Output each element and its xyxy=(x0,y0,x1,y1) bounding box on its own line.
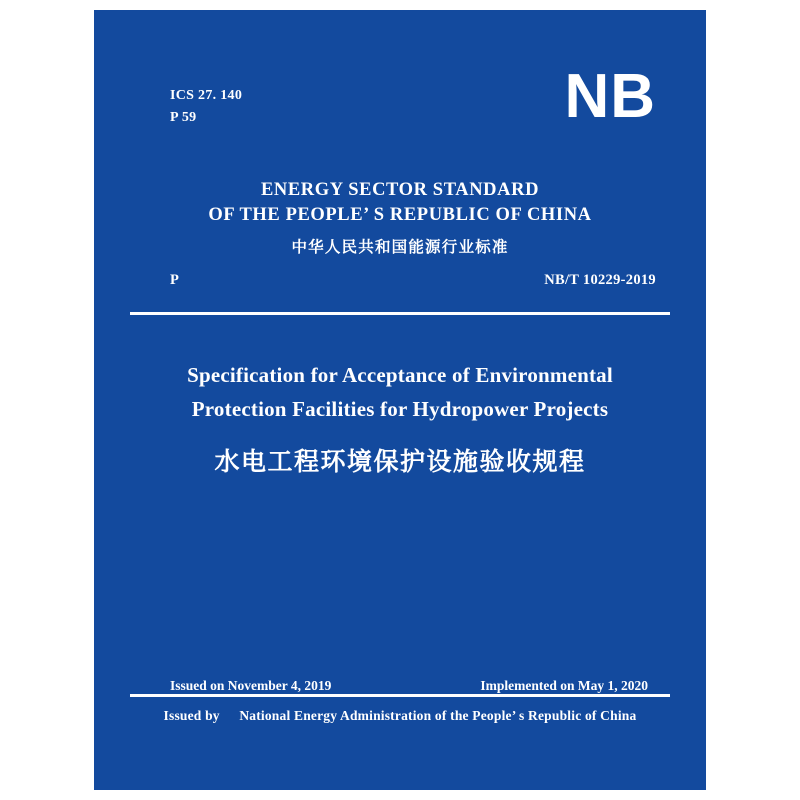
nb-logo: NB xyxy=(564,62,656,131)
ics-block xyxy=(170,85,242,129)
classification-code: P 59 xyxy=(170,110,197,125)
standard-category-letter: P xyxy=(170,272,180,288)
divider-bottom xyxy=(130,694,670,697)
title-block xyxy=(94,358,706,478)
standard-number: NB/T 10229-2019 xyxy=(544,272,656,288)
title-en-line1: Specification for Acceptance of Environmental xyxy=(187,363,613,387)
implemented-on-date: Implemented on May 1, 2020 xyxy=(480,678,648,693)
org-name-cn: 中华人民共和国能源行业标准 xyxy=(291,238,509,256)
org-name-en-line2: OF THE PEOPLE’ S REPUBLIC OF CHINA xyxy=(208,205,592,225)
issued-on-date: Issued on November 4, 2019 xyxy=(170,678,332,693)
issued-by-value: National Energy Administration of the People’ s Republic of China xyxy=(239,708,637,723)
issued-by-row xyxy=(94,708,706,724)
title-cn: 水电工程环境保护设施验收规程 xyxy=(214,447,586,476)
dates-row xyxy=(170,678,648,694)
divider-top xyxy=(130,312,670,315)
standard-cover-page xyxy=(94,10,706,790)
issued-by-label: Issued by xyxy=(163,708,220,723)
org-name-en-line1: ENERGY SECTOR STANDARD xyxy=(260,180,540,200)
issuing-organization xyxy=(94,178,706,257)
title-en-line2: Protection Facilities for Hydropower Projects xyxy=(191,397,609,421)
ics-number: ICS 27. 140 xyxy=(170,88,243,103)
standard-code-row xyxy=(170,272,656,289)
